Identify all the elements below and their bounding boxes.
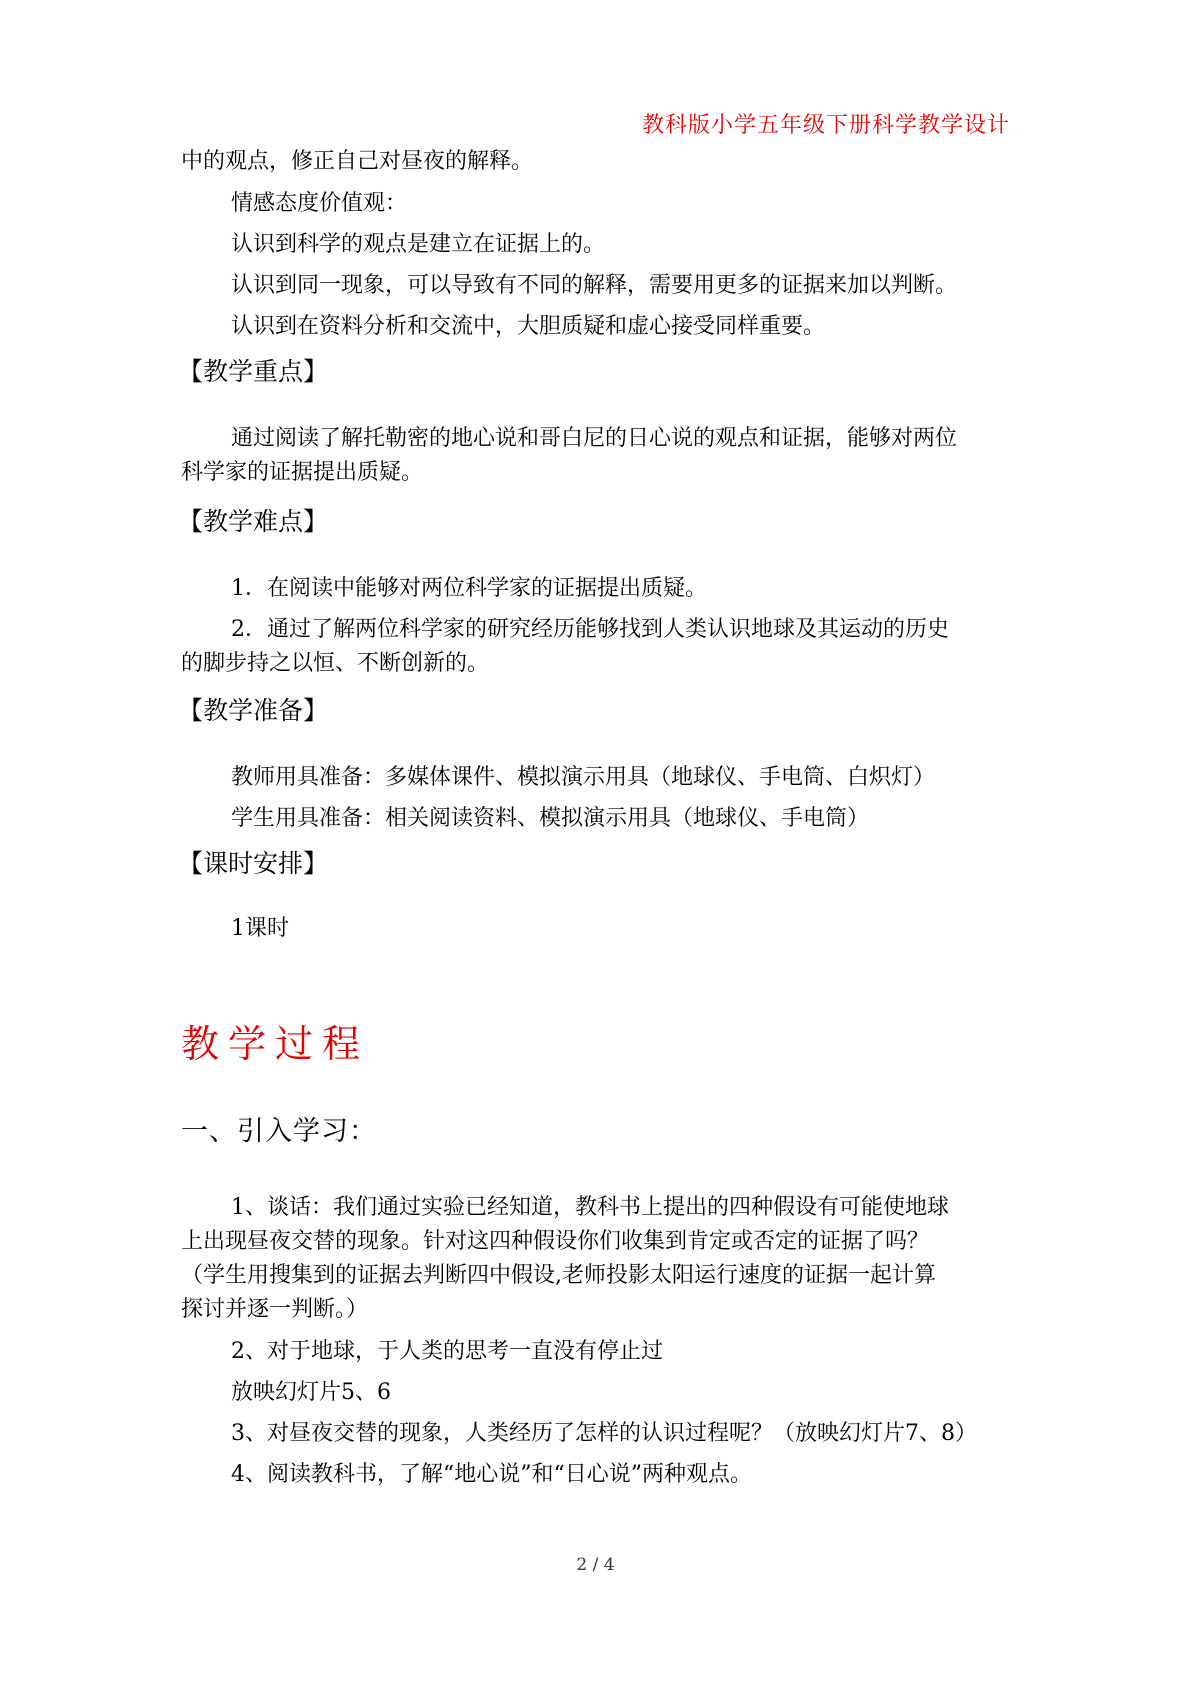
body-line: 3、对昼夜交替的现象，人类经历了怎样的认识过程呢？（放映幻灯片7、8）	[231, 1421, 977, 1446]
process-title: 教学过程	[181, 1022, 370, 1066]
page-number: 2 / 4	[576, 1555, 615, 1575]
body-line: 放映幻灯片5、6	[231, 1380, 391, 1405]
body-line: 2、对于地球，于人类的思考一直没有停止过	[231, 1339, 663, 1364]
page-header: 教科版小学五年级下册科学教学设计	[641, 113, 1010, 138]
body-line: 通过阅读了解托勒密的地心说和哥白尼的日心说的观点和证据，能够对两位	[231, 426, 958, 451]
body-line: 探讨并逐一判断。）	[181, 1297, 369, 1322]
body-line: 学生用具准备：相关阅读资料、模拟演示用具（地球仪、手电筒）	[231, 806, 870, 831]
body-line: 教师用具准备：多媒体课件、模拟演示用具（地球仪、手电筒、白炽灯）	[231, 765, 936, 790]
process-section-heading: 一、引入学习：	[181, 1116, 377, 1147]
section-heading-schedule: 【课时安排】	[178, 849, 329, 878]
body-line: 1、谈话：我们通过实验已经知道，教科书上提出的四种假设有可能使地球	[231, 1195, 949, 1220]
section-heading-difficulties: 【教学难点】	[178, 507, 329, 536]
body-line: 4、阅读教科书，了解“地心说”和“日心说”两种观点。	[231, 1462, 752, 1487]
intro-line: 中的观点，修正自己对昼夜的解释。	[181, 149, 534, 174]
body-line: 的脚步持之以恒、不断创新的。	[181, 651, 490, 676]
body-line: 上出现昼夜交替的现象。针对这四种假设你们收集到肯定或否定的证据了吗？	[181, 1229, 930, 1254]
intro-line: 认识到同一现象，可以导致有不同的解释，需要用更多的证据来加以判断。	[231, 273, 958, 298]
body-line: 科学家的证据提出质疑。	[181, 460, 424, 485]
section-heading-key-points: 【教学重点】	[178, 357, 329, 386]
intro-line: 认识到科学的观点是建立在证据上的。	[231, 232, 606, 257]
body-line: 2．通过了解两位科学家的研究经历能够找到人类认识地球及其运动的历史	[231, 617, 949, 642]
body-line: 1课时	[231, 916, 289, 941]
section-heading-preparation: 【教学准备】	[178, 696, 329, 725]
intro-line: 认识到在资料分析和交流中，大胆质疑和虚心接受同样重要。	[231, 314, 826, 339]
body-line: 1．在阅读中能够对两位科学家的证据提出质疑。	[231, 576, 707, 601]
body-line: （学生用搜集到的证据去判断四中假设,老师投影太阳运行速度的证据一起计算	[181, 1263, 936, 1288]
intro-line: 情感态度价值观：	[231, 191, 408, 216]
